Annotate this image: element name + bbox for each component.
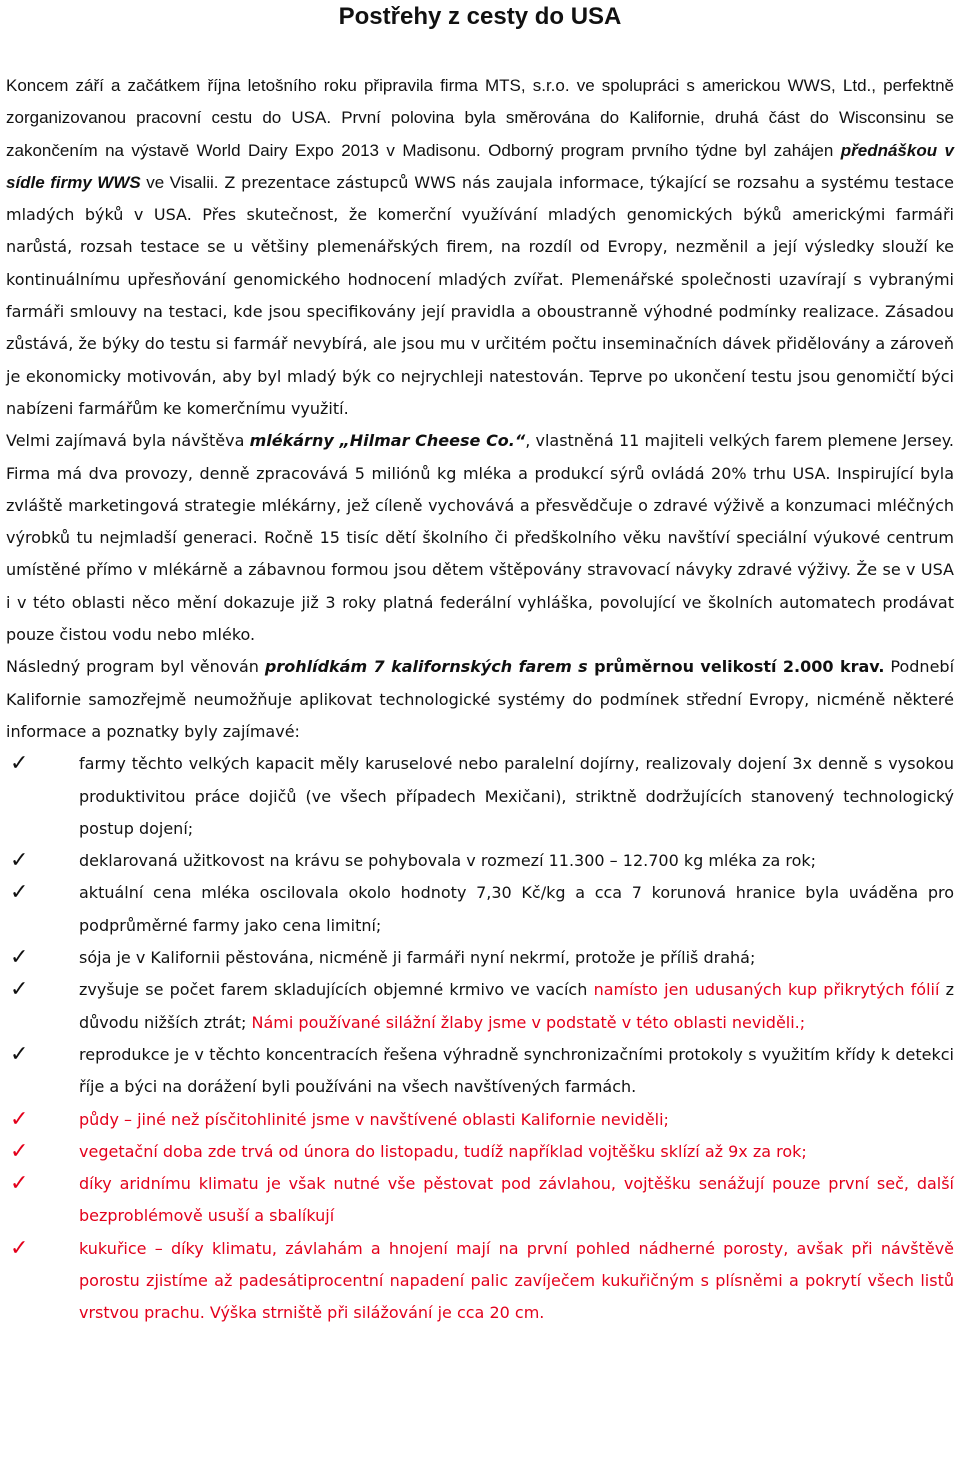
dairy-emphasis: mlékárny „Hilmar Cheese Co.“ xyxy=(249,431,526,451)
check-icon: ✓ xyxy=(10,1171,29,1197)
check-icon: ✓ xyxy=(10,945,29,971)
farms-text: Následný program byl věnován xyxy=(6,657,265,677)
check-icon: ✓ xyxy=(10,1138,29,1164)
intro-emphasis: přednáškou v sídle firmy WWS xyxy=(6,140,954,192)
check-icon: ✓ xyxy=(10,848,29,874)
check-icon: ✓ xyxy=(10,751,29,777)
list-item: ✓ reprodukce je v těchto koncentracích řešena výhradně synchronizačními protokoly s využitím křídy k detekci říje a býci na dorážení byli používáni na všech navštívených farmách. xyxy=(6,1039,954,1104)
farms-bold: průměrnou velikostí 2.000 krav. xyxy=(587,657,885,677)
intro-text: Koncem září a začátkem října letošního roku připravila firma MTS, s.r.o. ve spolupráci s americkou WWS, Ltd., perfektně zorganizovanou pracovní cestu do USA. První polovina byla směrována do Kalifornie, druhá část do Wisconsinu se zakončením na výstavě World Dairy Expo 2013 v Madisonu. Odborný program prvního týdne byl zahájen xyxy=(6,76,954,160)
intro-text-location: ve Visalii. xyxy=(140,172,219,192)
check-icon: ✓ xyxy=(10,1041,29,1067)
farms-emphasis: prohlídkám 7 kalifornských farem s xyxy=(264,657,588,677)
page-title: Postřehy z cesty do USA xyxy=(338,3,622,30)
paragraph-intro xyxy=(6,70,954,425)
check-icon: ✓ xyxy=(10,1106,29,1132)
list-item: ✓ aktuální cena mléka oscilovala okolo hodnoty 7,30 Kč/kg a cca 7 korunová hranice byla uváděna pro podprůměrné farmy jako cena limitní; xyxy=(6,877,954,942)
checklist xyxy=(6,748,954,1329)
check-icon: ✓ xyxy=(10,880,29,906)
farms-text-rest: Podnebí Kalifornie samozřejmě neumožňuje aplikovat technologické systémy do podmínek střední Evropy, nicméně některé informace a poznatky byly zajímavé: xyxy=(6,657,955,741)
paragraph-farms xyxy=(6,651,954,748)
list-item: ✓ kukuřice – díky klimatu, závlahám a hnojení mají na první pohled nádherné porosty, avšak při návštěvě porostu zjistíme až padesátiprocentní napadení palic zavíječem kukuřičným s plísněmi a pokrytí všech listů vrstvou prachu. Výška strniště při silážování je cca 20 cm. xyxy=(6,1233,954,1330)
list-item: ✓ vegetační doba zde trvá od února do listopadu, tudíž například vojtěšku sklízí až 9x za rok; xyxy=(6,1136,954,1168)
dairy-text-rest: , vlastněná 11 majiteli velkých farem plemene Jersey. Firma má dva provozy, denně zpracovává 5 miliónů kg mléka a produkcí sýrů ovládá 20% trhu USA. Inspirující byla zvláště marketingová strategie mlékárny, jež cíleně vychovává a přesvědčuje o zdravé výživě a konzumaci mléčných výrobků tu nejmladší generaci. Ročně 15 tisíc dětí školního či předškolního věku navštíví speciální výukové centrum umístěné přímo v mlékárně a zábavnou formou jsou dětem vštěpovány stravovací návyky zdravé výživy. Že se v USA i v této oblasti něco mění dokazuje již 3 roky platná federální vyhláška, povolující ve školních automatech prodávat pouze čistou vodu nebo mléko. xyxy=(6,431,955,645)
list-item: ✓ zvyšuje se počet farem skladujících objemné krmivo ve vacích namísto jen udusaných kup přikrytých fólií z důvodu nižších ztrát; Námi používané silážní žlaby jsme v podstatě v této oblasti neviděli.; xyxy=(6,974,954,1039)
list-item: ✓ farmy těchto velkých kapacit měly karuselové nebo paralelní dojírny, realizovaly dojení 3x denně s vysokou produktivitou práce dojičů (ve všech případech Mexičani), striktně dodržujících stanovený technologický postup dojení; xyxy=(6,748,954,845)
paragraph-dairy xyxy=(6,425,954,651)
list-item: ✓ sója je v Kalifornii pěstována, nicméně ji farmáři nyní nekrmí, protože je příliš drahá; xyxy=(6,942,954,974)
intro-text-testing: Z prezentace zástupců WWS nás zaujala informace, týkající se rozsahu a systému testace mladých býků v USA. Přes skutečnost, že komerční využívání mladých genomických býků americkými farmáři narůstá, rozsah testace se u většiny plemenářských firem, na rozdíl od Evropy, nezměnil a její výsledky slouží ke kontinuálnímu upřesňování genomického hodnocení mladých zvířat. Plemenářské společnosti uzavírají s vybranými farmáři smlouvy na testaci, kde jsou specifikovány její pravidla a oboustranně výhodné podmínky realizace. Zásadou zůstává, že býky do testu si farmář nevybírá, ale jsou mu v určitém počtu inseminačních dávek přidělovány a zároveň je ekonomicky motivován, aby byl mladý býk co nejrychleji natestován. Teprve po ukončení testu jsou genomičtí býci nabízeni farmářům ke komerčnímu využití. xyxy=(6,172,954,418)
check-icon: ✓ xyxy=(10,977,29,1003)
check-icon: ✓ xyxy=(10,1235,29,1261)
list-item: ✓ půdy – jiné než písčitohlinité jsme v navštívené oblasti Kalifornie neviděli; xyxy=(6,1104,954,1136)
list-item: ✓ díky aridnímu klimatu je však nutné vše pěstovat pod závlahou, vojtěšku senážují pouze první seč, další bezproblémově usuší a sbalíkují xyxy=(6,1168,954,1233)
dairy-text: Velmi zajímavá byla návštěva xyxy=(6,431,250,451)
list-item: ✓ deklarovaná užitkovost na krávu se pohybovala v rozmezí 11.300 – 12.700 kg mléka za rok; xyxy=(6,845,954,877)
